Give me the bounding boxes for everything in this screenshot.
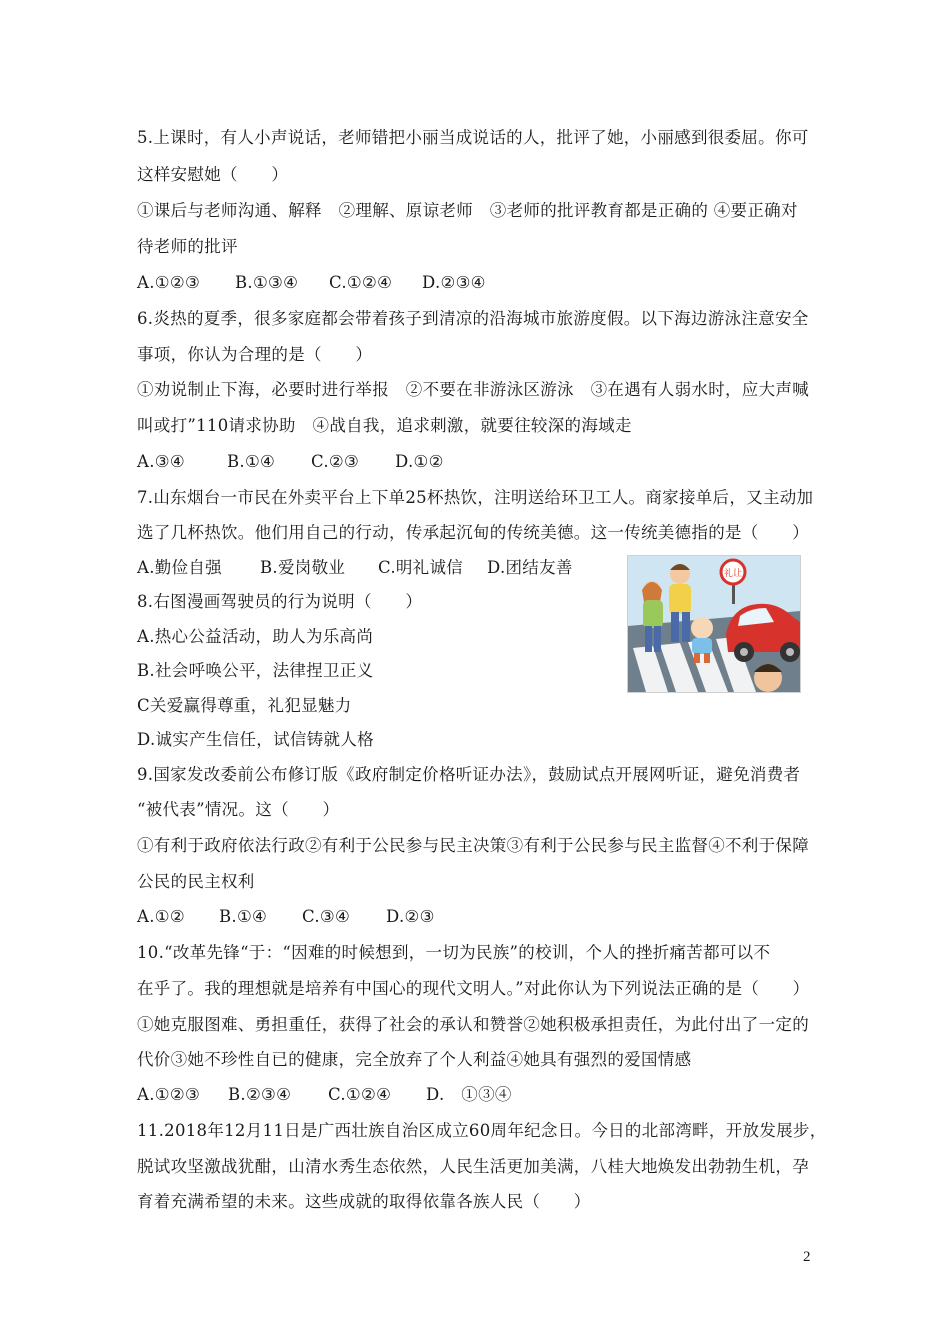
q8-option-b: B.社会呼唤公平，法律捏卫正义 xyxy=(137,661,374,680)
q5-line-2: 这样安慰她（ ） xyxy=(137,165,289,184)
q6-line-4: 叫或打”110请求协助 ④战自我，追求刺激，就要往较深的海域走 xyxy=(137,416,632,435)
q8-option-d: D.诚实产生信任，试信铸就人格 xyxy=(137,730,374,749)
q7-line-2: 选了几杯热饮。他们用自己的行动，传承起沉甸的传统美德。这一传统美德指的是（ ） xyxy=(137,523,809,542)
q5-options xyxy=(137,273,486,293)
q6-option-c: C.②③ xyxy=(311,452,360,471)
q7-option-c: C.明礼诚信 xyxy=(378,558,464,577)
q5-option-d: D.②③④ xyxy=(422,273,486,292)
q5-line-3: ①课后与老师沟通、解释 ②理解、原谅老师 ③老师的批评教育都是正确的 ④要正确对 xyxy=(137,201,798,220)
q7-line-1: 7.山东烟台一市民在外卖平台上下单25杯热饮，注明送给环卫工人。商家接单后，又主动加 xyxy=(137,488,814,507)
q5-line-4: 待老师的批评 xyxy=(137,237,238,256)
q10-line-4: 代价③她不珍性自已的健康，完全放弃了个人利益④她具有强烈的爱国情感 xyxy=(137,1050,692,1069)
q6-options xyxy=(137,452,444,472)
q10-option-a: A.①②③ xyxy=(137,1085,201,1104)
q10-line-2: 在乎了。我的理想就是培养有中国心的现代文明人。”对此你认为下列说法正确的是（ ） xyxy=(137,979,810,998)
q6-option-a: A.③④ xyxy=(137,452,185,471)
page-number: 2 xyxy=(803,1249,811,1265)
q10-option-d: D. ①③④ xyxy=(426,1085,512,1104)
q10-option-b: B.②③④ xyxy=(228,1085,292,1104)
sign-text: 礼让 xyxy=(723,569,743,579)
q5-option-c: C.①②④ xyxy=(329,273,393,292)
q11-line-1: 11.2018年12月11日是广西壮族自治区成立60周年纪念日。今日的北部湾畔，开放发展步， xyxy=(137,1121,827,1140)
q5-option-b: B.①③④ xyxy=(235,273,299,292)
q6-line-1: 6.炎热的夏季，很多家庭都会带着孩子到清凉的沿海城市旅游度假。以下海边游泳注意安全 xyxy=(137,309,809,328)
q9-option-a: A.①② xyxy=(137,907,185,926)
q10-line-1: 10.“改革先锋“于：“因难的时候想到，一切为民族”的校训，个人的挫折痛苦都可以不 xyxy=(137,943,771,962)
q6-option-b: B.①④ xyxy=(227,452,276,471)
q7-options xyxy=(137,558,573,578)
q7-option-b: B.爱岗敬业 xyxy=(260,558,346,577)
q9-line-2: “被代表”情况。这（ ） xyxy=(137,800,340,819)
q6-line-3: ①劝说制止下海，必要时进行举报 ②不要在非游泳区游泳 ③在遇有人弱水时，应大声喊 xyxy=(137,380,809,399)
q8-option-c: C关爱赢得尊重，礼犯显魅力 xyxy=(137,696,352,715)
q9-options xyxy=(137,907,435,927)
q9-line-1: 9.国家发改委前公布修订版《政府制定价格听证办法》，鼓励试点开展网听证，避免消费者 xyxy=(137,765,801,784)
q11-line-3: 育着充满希望的未来。这些成就的取得依靠各族人民（ ） xyxy=(137,1192,591,1211)
q9-line-4: 公民的民主权利 xyxy=(137,872,255,891)
q10-line-3: ①她克服图难、勇担重任，获得了社会的承认和赞誉②她积极承担责任，为此付出了一定的 xyxy=(137,1015,809,1034)
q8-line-1: 8.右图漫画驾驶员的行为说明（ ） xyxy=(137,592,423,611)
q10-option-c: C.①②④ xyxy=(328,1085,392,1104)
q11-line-2: 脱试攻坚激战犹酣，山清水秀生态依然，人民生活更加美满，八桂大地焕发出勃勃生机，孕 xyxy=(137,1157,809,1176)
q6-line-2: 事项，你认为合理的是（ ） xyxy=(137,345,373,364)
q9-line-3: ①有利于政府依法行政②有利于公民参与民主决策③有利于公民参与民主监督④不利于保障 xyxy=(137,836,809,855)
q10-options xyxy=(137,1085,512,1105)
q8-option-a: A.热心公益活动，助人为乐高尚 xyxy=(137,627,374,646)
q7-option-a: A.勤俭自强 xyxy=(137,558,222,577)
q5-line-1: 5.上课时，有人小声说话，老师错把小丽当成说话的人，批评了她，小丽感到很委屈。你可 xyxy=(137,128,809,147)
q6-option-d: D.①② xyxy=(395,452,444,471)
q5-option-a: A.①②③ xyxy=(137,273,201,292)
crosswalk-cartoon-image xyxy=(627,555,801,693)
q7-option-d: D.团结友善 xyxy=(487,558,573,577)
q9-option-d: D.②③ xyxy=(386,907,435,926)
q9-option-c: C.③④ xyxy=(302,907,351,926)
q9-option-b: B.①④ xyxy=(219,907,268,926)
